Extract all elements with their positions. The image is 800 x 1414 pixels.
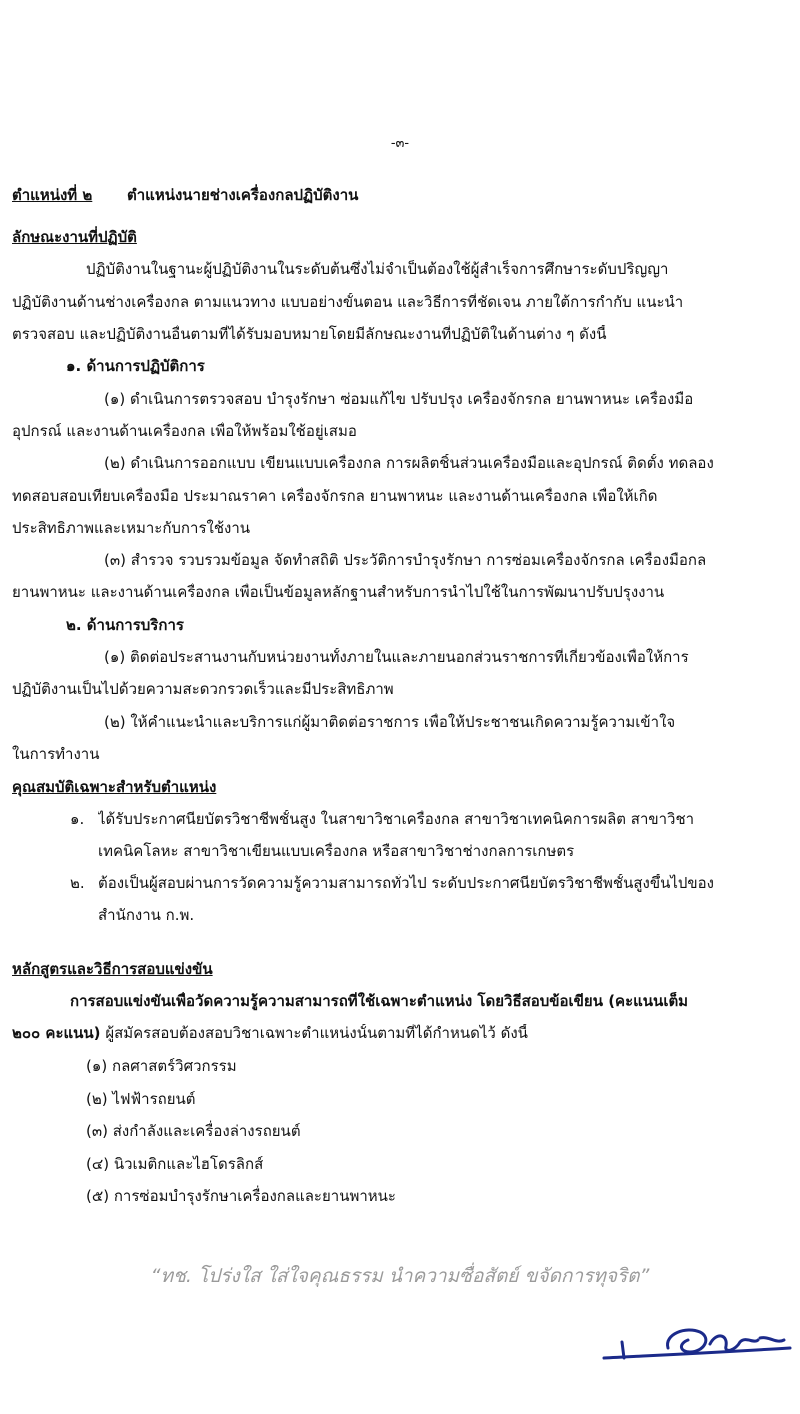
exam-subject-3: (๓) ส่งกำลังและเครื่องล่างรถยนต์ <box>86 1122 301 1140</box>
position-title: ตำแหน่งนายช่างเครื่องกลปฏิบัติงาน <box>127 186 359 204</box>
qual1-line1: ได้รับประกาศนียบัตรวิชาชีพชั้นสูง ในสาขาวิชาเครื่องกล สาขาวิชาเทคนิคการผลิต สาขาวิชา <box>98 810 695 828</box>
section1-heading: ๑. ด้านการปฏิบัติการ <box>66 357 205 375</box>
motto-text: “ทช. โปร่งใส ใส่ใจคุณธรรม นำความซื่อสัตย์ ขจัดการทุจริต” <box>150 1265 650 1287</box>
handwritten-signature <box>600 1318 796 1368</box>
exam-subject-5: (๕) การซ่อมบำรุงรักษาเครื่องกลและยานพาหนะ <box>86 1187 396 1205</box>
position-label <box>12 186 92 205</box>
page-number: -๓- <box>390 136 410 151</box>
s1-item1-line1: (๑) ดำเนินการตรวจสอบ บำรุงรักษา ซ่อมแก้ไข ปรับปรุง เครื่องจักรกล ยานพาหนะ เครื่องมือ <box>104 390 694 408</box>
intro-line-2: ปฏิบัติงานด้านช่างเครื่องกล ตามแนวทาง แบบอย่างขั้นตอน และวิธีการที่ชัดเจน ภายใต้การกำกับ แนะนำ <box>12 293 684 311</box>
exam-line2-rest: ผู้สมัครสอบต้องสอบวิชาเฉพาะตำแหน่งนั้นตามที่ได้กำหนดไว้ ดังนี้ <box>100 1024 528 1042</box>
qualifications-heading: คุณสมบัติเฉพาะสำหรับตำแหน่ง <box>12 778 217 796</box>
qual2-number: ๒. <box>70 874 85 892</box>
s1-item3-line1: (๓) สำรวจ รวบรวมข้อมูล จัดทำสถิติ ประวัติการบำรุงรักษา การซ่อมเครื่องจักรกล เครื่องมือกล <box>104 551 707 569</box>
intro-line-3: ตรวจสอบ และปฏิบัติงานอื่นตามที่ได้รับมอบหมายโดยมีลักษณะงานที่ปฏิบัติในด้านต่าง ๆ ดังนี้ <box>12 325 607 343</box>
s2-item2-line2: ในการทำงาน <box>12 745 100 763</box>
exam-line2 <box>12 1024 788 1043</box>
exam-line1: การสอบแข่งขันเพื่อวัดความรู้ความสามารถที่ใช้เฉพาะตำแหน่ง โดยวิธีสอบข้อเขียน (คะแนนเต็ม <box>70 992 689 1010</box>
exam-heading: หลักสูตรและวิธีการสอบแข่งขัน <box>12 960 213 978</box>
s1-item2-line3: ประสิทธิภาพและเหมาะกับการใช้งาน <box>12 519 251 537</box>
job-nature-heading: ลักษณะงานที่ปฏิบัติ <box>12 228 137 246</box>
s1-item2-line2: ทดสอบสอบเทียบเครื่องมือ ประมาณราคา เครื่องจักรกล ยานพาหนะ และงานด้านเครื่องกล เพื่อให้เกิด <box>12 487 658 505</box>
exam-subject-4: (๔) นิวเมติกและไฮโดรลิกส์ <box>86 1155 264 1173</box>
exam-subject-1: (๑) กลศาสตร์วิศวกรรม <box>86 1057 237 1075</box>
qual1-number: ๑. <box>70 810 85 828</box>
position-number: ตำแหน่งที่ ๒ <box>12 186 93 204</box>
exam-full-score: ๒๐๐ คะแนน) <box>12 1024 101 1042</box>
qual2-line1: ต้องเป็นผู้สอบผ่านการวัดความรู้ความสามารถทั่วไป ระดับประกาศนียบัตรวิชาชีพชั้นสูงขึ้นไปของ <box>98 874 714 892</box>
s1-item3-line2: ยานพาหนะ และงานด้านเครื่องกล เพื่อเป็นข้อมูลหลักฐานสำหรับการนำไปใช้ในการพัฒนาปรับปรุงงาน <box>12 583 665 601</box>
s2-item1-line2: ปฏิบัติงานเป็นไปด้วยความสะดวกรวดเร็วและมีประสิทธิภาพ <box>12 680 394 698</box>
s2-item1-line1: (๑) ติดต่อประสานงานกับหน่วยงานทั้งภายในและภายนอกส่วนราชการที่เกี่ยวข้องเพื่อให้การ <box>104 648 689 666</box>
qual2-line2: สำนักงาน ก.พ. <box>98 906 195 924</box>
intro-line-1: ปฏิบัติงานในฐานะผู้ปฏิบัติงานในระดับต้นซึ่งไม่จำเป็นต้องใช้ผู้สำเร็จการศึกษาระดับปริญญา <box>86 260 669 278</box>
exam-subject-2: (๒) ไฟฟ้ารถยนต์ <box>86 1090 196 1108</box>
s1-item2-line1: (๒) ดำเนินการออกแบบ เขียนแบบเครื่องกล การผลิตชิ้นส่วนเครื่องมือและอุปกรณ์ ติดตั้ง ทดลอง <box>104 454 714 472</box>
s1-item1-line2: อุปกรณ์ และงานด้านเครื่องกล เพื่อให้พร้อมใช้อยู่เสมอ <box>12 422 357 440</box>
section2-heading: ๒. ด้านการบริการ <box>66 616 184 634</box>
s2-item2-line1: (๒) ให้คำแนะนำและบริการแก่ผู้มาติดต่อราชการ เพื่อให้ประชาชนเกิดความรู้ความเข้าใจ <box>104 713 676 731</box>
qual1-line2: เทคนิคโลหะ สาขาวิชาเขียนแบบเครื่องกล หรือสาขาวิชาช่างกลการเกษตร <box>98 842 575 860</box>
